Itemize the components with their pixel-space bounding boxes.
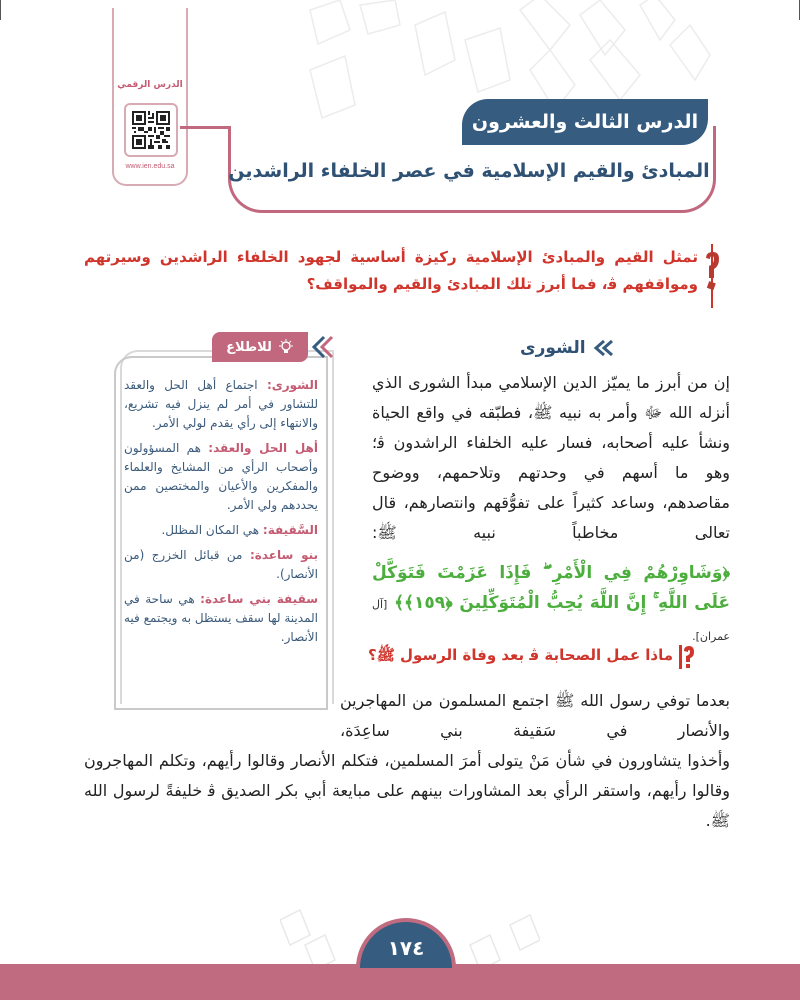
intro-question: تمثل القيم والمبادئ الإسلامية ركيزة أساسية لجهود الخلفاء الراشدين وسيرتهم ومواقفهم ﭬ، فما أبرز تلك المبادئ والقيم والمواقف؟ [84,248,698,293]
double-chevron-icon [592,339,614,357]
chevron-left-icon [310,334,336,360]
lightbulb-icon [278,339,294,355]
question-mark-icon [702,244,722,308]
entry-term: أهل الحل والعقد: [208,441,318,455]
sidebar-content [124,376,318,653]
website-url[interactable]: www.ien.edu.sa [125,163,175,170]
question-mark-icon [679,645,695,669]
sidebar-entry [124,546,318,584]
digital-lesson-bookmark[interactable] [112,8,188,186]
sidebar-entry [124,376,318,433]
entry-term: سقيفة بني ساعدة: [200,592,319,606]
digital-lesson-label: الدرس الرقمي [117,80,183,90]
lesson-number-tab: الدرس الثالث والعشرون [462,99,708,145]
sidebar-title-tab [212,332,308,362]
entry-definition: اجتماع أهل الحل والعقد للتشاور في أمر لم ينزل فيه تشريع، والانتهاء إلى رأي يقدم لولي الأمر. [124,378,318,430]
sidebar-entry [124,590,318,647]
verse-reference: [آل عمران]. [372,598,730,643]
section-question [368,645,730,669]
entry-definition: هي ساحة في المدينة لها سقف يستظل به ويجتمع فيه الأنصار. [124,592,318,644]
sidebar-title: للاطلاع [226,339,272,355]
lesson-title: المبادئ والقيم الإسلامية في عصر الخلفاء الراشدين [228,160,710,182]
entry-term: السَّقيفة: [262,523,318,537]
entry-term: الشورى: [266,378,318,392]
entry-definition: هي المكان المظلل. [161,523,263,537]
sidebar-entry [124,521,318,540]
shura-paragraph: إن من أبرز ما يميّز الدين الإسلامي مبدأ الشورى الذي أنزله الله ﷻ وأمر به نبيه ﷺ، فطبّقه في واقع الحياة ونشأ عليه أصحابه، فسار عليه الخلفاء الراشدون ﭬ؛ وهو ما أسهم في وحدتهم وتلاحمهم، ووضوح مقاصدهم، وساعد كثيراً على تفوُّقهم وانتصارهم، قال تعالى مخاطباً نبيه ﷺ: [372,373,730,542]
entry-term: بنو ساعدة: [249,548,318,562]
entry-definition: من قبائل الخزرج (من الأنصار). [124,548,318,581]
verse-text: ﴿وَشَاوِرْهُمْ فِي الْأَمْرِ ۖ فَإِذَا عَزَمْتَ فَتَوَكَّلْ عَلَى اللَّهِ ۚ إِنَّ اللَّهَ يُحِبُّ الْمُتَوَكِّلِينَ ﴿١٥٩﴾﴾ [372,563,730,613]
sidebar-entry [124,439,318,515]
footer-bar [0,964,800,1000]
saqifa-paragraph-start: بعدما توفي رسول الله ﷺ اجتمع المسلمون من المهاجرين والأنصار في سَقيفة بني ساعِدَة، [340,691,730,740]
section-question-text: ماذا عمل الصحابة ﭬ بعد وفاة الرسول ﷺ؟ [368,646,674,664]
qr-code-frame[interactable] [124,103,178,157]
quran-verse [372,558,730,652]
saqifa-paragraph-end: وأخذوا يتشاورون في شأن مَنْ يتولى أمرَ المسلمين، فتكلم الأنصار وقالوا رأيهم، وتكلم المهاجرون وقالوا رأيهم، واستقر الرأي بعد المشاورات بينهم على مبايعة أبي بكر الصديق ﭬ خليفةً لرسول الله ﷺ. [84,751,730,830]
crop-mark-left [0,0,1,20]
section-heading [520,338,730,358]
section-heading-text: الشورى [520,338,586,358]
qr-code-icon [132,111,170,149]
page-number: ١٧٤ [356,918,456,968]
entry-definition: هم المسؤولون وأصحاب الرأي من المشايخ والعلماء والمفكرين والأعيان والمختصين ممن يحددهم ولي الأمر. [124,441,318,512]
